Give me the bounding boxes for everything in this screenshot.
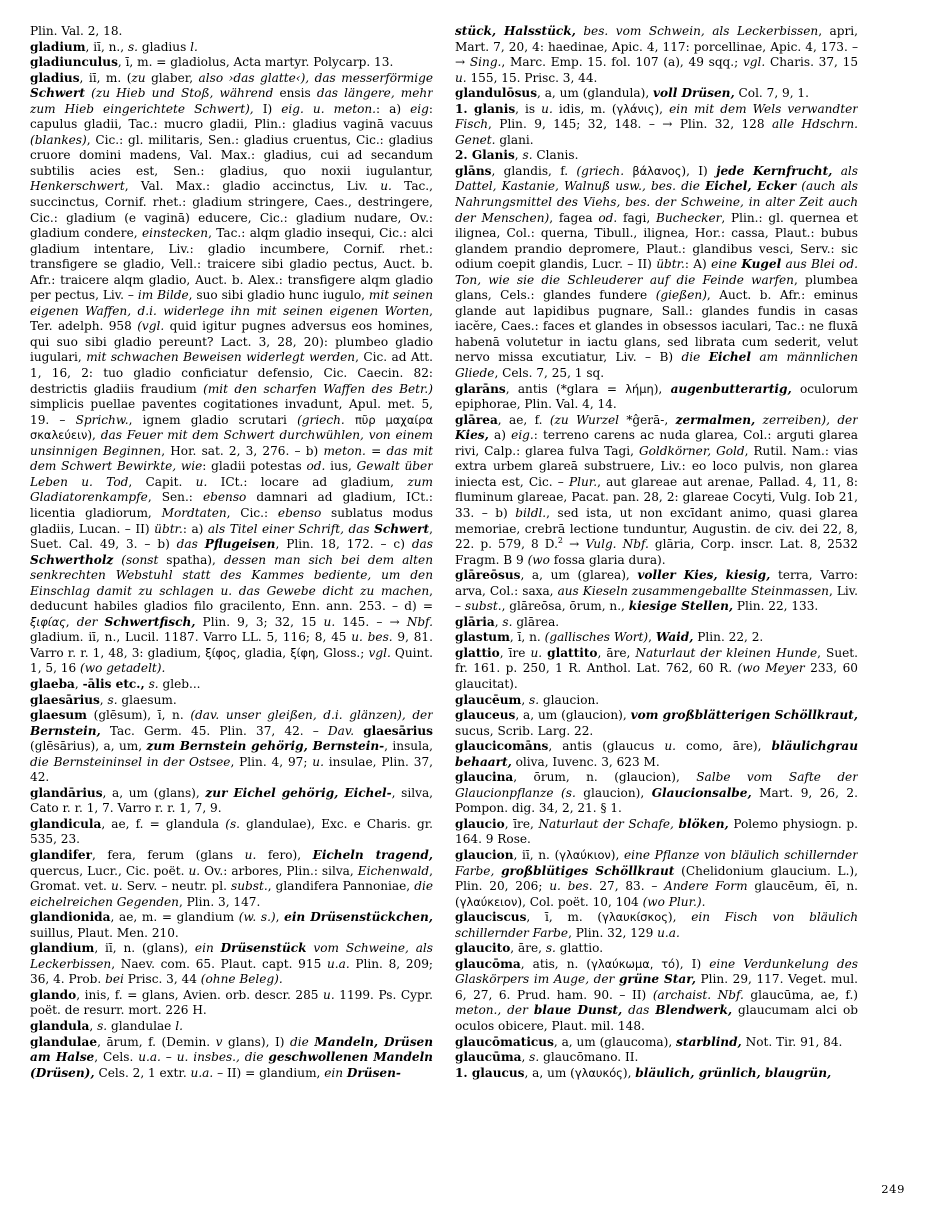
dictionary-entry: glaucōma, atis, n. (γλαύκωμα, τό), I) eine Verdunkelung des Glaskörpers im Auge, der grüne Star, Plin. 29, 117. Veget. mul. 6, 27, 6. Prud. ham. 90. – II) (archaist. Nbf. glaucūma, ae, f.) meton., der blaue Dunst, das Blendwerk, glaucumam alci ob oculos obicere, Plaut. mil. 148. xyxy=(455,956,858,1033)
dictionary-entry: 1. glaucus, a, um (γλαυκός), bläulich, grünlich, blaugrün, xyxy=(455,1065,832,1080)
dictionary-entry: glandium, iī, n. (glans), ein Drüsenstück vom Schweine, als Leckerbissen, Naev. com. 65. Plaut. capt. 915 u.a. Plin. 8, 209; 36, 4. Prob. bei Prisc. 3, 44 (ohne Beleg). xyxy=(30,941,433,987)
dictionary-entry: glandulōsus, a, um (glandula), voll Drüsen, Col. 7, 9, 1. xyxy=(455,86,809,101)
dictionary-entry: gladius, iī, m. (zu glaber, also ›das glatte‹), das messerförmige Schwert (zu Hieb und Stoß, während ensis das längere, mehr zum Hieb eingerichtete Schwert), I) eig. u. meton.: a) eig: capulus gladii, Tac.: mucro gladii, Plin.: gladius vaginā vacuus (blankes), Cic.: gl. militaris, Sen.: gladius cruentus, Cic.: gladius cruore domini madens, Val. Max.: gladius, cui ad secandum subtilis acies est, Sen.: gladius, quo noxii iugulantur, Henkerschwert, Val. Max.: gladio accinctus, Liv. u. Tac., succinctus, Cornif. rhet.: gladium stringere, Caes., destringere, Cic.: gladium (e vaginā) educere, Cic.: gladium nudare, Ov.: gladium condere, einstecken, Tac.: alqm gladio insequi, Cic.: alci gladium intentare, Liv.: gladio incumbere, Cornif. rhet.: transfigere se gladio, Vell.: traicere sibi gladio pectus, Auct. b. Afr.: traicere alqm gladio, Auct. b. Alex.: transfigere alqm gladio per pectus, Liv. – im Bilde, suo sibi gladio hunc iugulo, mit seinen eigenen Waffen, d.i. widerlege ihn mit seinen eigenen Worten, Ter. adelph. 958 (vgl. quid igitur pugnes adversus eos homines, qui suo sibi gladio pereunt? Lact. 3, 28, 20): plumbeo gladio iugulari, mit schwachen Beweisen widerlegt werden, Cic. ad Att. 1, 16, 2: tuo gladio conficiatur defensio, Cic. Caecin. 82: destrictis gladiis fraudium (mit den scharfen Waffen des Betr.) simplicis puellae paventes cogitationes invadunt, Apul. met. 5, 19. – Sprichw., ignem gladio scrutari (griech. πῦρ μαχαίρα σκαλεύειν), das Feuer mit dem Schwert durchwühlen, von einem unsinnigen Beginnen, Hor. sat. 2, 3, 276. – b) meton. = das mit dem Schwert Bewirkte, wie: gladii potestas od. ius, Gewalt über Leben u. Tod, Capit. u. ICt.: locare ad gladium, zum Gladiatorenkampfe, Sen.: ebenso damnari ad gladium, ICt.: licentia gladiorum, Mordtaten, Cic.: ebenso sublatus modus gladiis, Lucan. – II) übtr.: a) als Titel einer Schrift, das Schwert, Suet. Cal. 49, 3. – b) das Pflugeisen, Plin. 18, 172. – c) das Schwertholz (sonst spatha), dessen man sich bei dem alten senkrechten Webstuhl statt des Kammes bediente, um den Einschlag damit zu schlagen u. das Gewebe dicht zu machen, deducunt habiles gladios filo gracilento, Enn. ann. 253. – d) = ξιφίας, der Schwertfisch, Plin. 9, 3; 32, 15 u. 145. – → Nbf. gladium. iī, n., Lucil. 1187. Varro LL. 5, 116; 8, 45 u. bes. 9, 81. Varro r. r. 1, 48, 3: gladium, ξίφος, gladia, ξίφη, Gloss.; vgl. Quint. 1, 5, 16 (wo getadelt). xyxy=(30,70,433,676)
dictionary-entry: glattio, īre u. glattito, āre, Naturlaut der kleinen Hunde, Suet. fr. 161. p. 250, 1 R. Anthol. Lat. 762, 60 R. (wo Meyer 233, 60 glaucitat). xyxy=(455,645,858,691)
entry-continuation: Plin. Val. 2, 18. xyxy=(30,24,123,38)
dictionary-entry: glārea, ae, f. (zu Wurzel *ĝerā-, zermalmen, zerreiben), der Kies, a) eig.: terreno carens ac nuda glarea, Col.: arguti glarea rivi, Calp.: glarea fulva Tagi, Goldkörner, Gold, Rutil. Nam.: vias extra urbem glareā substruere, Liv.: eo loco pulvis, non glarea iniecta est, Cic. – Plur., aut glareae aut arenae, Pallad. 4, 11, 8: fluminum glareae, Pacat. pan. 28, 2: glareae Cocyti, Vulg. Iob 21, 33. – b) bildl., sed ista, ut non excīdant animo, quasi glarea memoriae, crebrā lectione tunduntur, Augustin. de civ. dei 22, 8, 22. p. 579, 8 D.$^2$ → Vulg. Nbf. glāria, Corp. inscr. Lat. 8, 2532 Fragm. B 9 (wo fossa glaria dura). xyxy=(455,412,858,567)
dictionary-entry: glaesum (glēsum), ī, n. (dav. unser gleißen, d.i. glänzen), der Bernstein, Tac. Germ. 45. Plin. 37, 42. – Dav. glaesārius (glēsārius), a, um, zum Bernstein gehörig, Bernstein-, insula, die Bernsteininsel in der Ostsee, Plin. 4, 97; u. insulae, Plin. 37, 42. xyxy=(30,708,433,785)
left-column xyxy=(30,24,433,1081)
dictionary-entry: glastum, ī, n. (gallisches Wort), Waid, Plin. 22, 2. xyxy=(455,630,764,645)
dictionary-entry: glando, inis, f. = glans, Avien. orb. descr. 285 u. 1199. Ps. Cypr. poët. de resurr. mort. 226 H. xyxy=(30,987,433,1018)
page-number: 249 xyxy=(881,1182,905,1196)
dictionary-entry: glandicula, ae, f. = glandula (s. glandulae), Exc. e Charis. gr. 535, 23. xyxy=(30,816,433,847)
dictionary-entry: glaesārius, s. glaesum. xyxy=(30,692,177,707)
dictionary-entry: glāreōsus, a, um (glarea), voller Kies, kiesig, terra, Varro: arva, Col.: saxa, aus Kieseln zusammengeballte Steinmassen, Liv. – subst., glāreōsa, ōrum, n., kiesige Stellen, Plin. 22, 133. xyxy=(455,568,858,614)
dictionary-entry: glāns, glandis, f. (griech. βάλανος), I) jede Kernfrucht, als Dattel, Kastanie, Walnuß usw., bes. die Eichel, Ecker (auch als Nahrungsmittel des Viehs, bes. der Schweine, in alter Zeit auch der Menschen), fagea od. fagi, Buchecker, Plin.: gl. quernea et ilignea, Col.: querna, Tibull., ilignea, Hor.: cassa, Plaut.: bubus glandem prandio depromere, Plaut.: glandibus vesci, Serv.: sic odium coepit glandis, Lucr. – II) übtr.: A) eine Kugel aus Blei od. Ton, wie sie die Schleuderer auf die Feinde warfen, plumbea glans, Cels.: glandes fundere (gießen), Auct. b. Afr.: eminus glande aut lapidibus pugnare, Sall.: glandes fundis in casas iacĕre, Caes.: faces et glandes in obsessos iaculari, Tac.: ne fluxā habenā volutetur in iactu glans, sed librata cum sederit, velut nervo missa excutiatur, Liv. – B) die Eichel am männlichen Gliede, Cels. 7, 25, 1 sq. xyxy=(455,163,858,381)
dictionary-entry: glaucōmaticus, a, um (glaucoma), starblind, Not. Tir. 91, 84. xyxy=(455,1034,843,1049)
dictionary-entry: glarāns, antis (*glara = λήμη), augenbutterartig, oculorum epiphorae, Plin. Val. 4, 14. xyxy=(455,381,858,412)
dictionary-entry: glaucēum, s. glaucion. xyxy=(455,692,600,707)
dictionary-entry: glaucicomāns, antis (glaucus u. como, āre), bläulichgrau behaart, oliva, Iuvenc. 3, 623 M. xyxy=(455,739,858,769)
dictionary-entry: gladium, iī, n., s. gladius l. xyxy=(30,39,198,54)
right-column xyxy=(455,24,858,1081)
entry-continuation: stück, Halsstück, bes. vom Schwein, als Leckerbissen, apri, Mart. 7, 20, 4: haedinae, Apic. 4, 117: porcellinae, Apic. 4, 173. – → Sing., Marc. Emp. 15. fol. 107 (a), 49 sqq.; vgl. Charis. 37, 15 u. 155, 15. Prisc. 3, 44. xyxy=(455,24,858,85)
dictionary-entry: glauceus, a, um (glaucion), vom großblätterigen Schöllkraut, sucus, Scrib. Larg. 22. xyxy=(455,708,858,738)
dictionary-entry: glandulae, ārum, f. (Demin. v glans), I) die Mandeln, Drüsen am Halse, Cels. u.a. – u. insbes., die geschwollenen Mandeln (Drüsen), Cels. 2, 1 extr. u.a. – II) = glandium, ein Drüsen- xyxy=(30,1034,433,1080)
page-columns xyxy=(30,24,905,1190)
dictionary-entry: gladiunculus, ī, m. = gladiolus, Acta martyr. Polycarp. 13. xyxy=(30,55,394,70)
dictionary-entry: glaucito, āre, s. glattio. xyxy=(455,941,604,956)
dictionary-entry: 1. glanis, is u. idis, m. (γλάνις), ein mit dem Wels verwandter Fisch, Plin. 9, 145; 32, 148. – → Plin. 32, 128 alle Hdschrn. Genet. glani. xyxy=(455,101,858,147)
dictionary-entry: glaeba, -ālis etc., s. gleb... xyxy=(30,676,201,691)
dictionary-entry: glaucina, ōrum, n. (glaucion), Salbe vom Safte der Glaucionpflanze (s. glaucion), Glaucionsalbe, Mart. 9, 26, 2. Pompon. dig. 34, 2, 21. § 1. xyxy=(455,770,858,816)
dictionary-entry: glandārius, a, um (glans), zur Eichel gehörig, Eichel-, silva, Cato r. r. 1, 7. Varro r. r. 1, 7, 9. xyxy=(30,785,433,816)
dictionary-entry: glaucūma, s. glaucōmano. II. xyxy=(455,1050,639,1065)
dictionary-entry: glandula, s. glandulae l. xyxy=(30,1019,183,1033)
dictionary-entry: glauciscus, ī, m. (γλαυκίσκος), ein Fisch von bläulich schillernder Farbe, Plin. 32, 129 u.a. xyxy=(455,910,858,940)
dictionary-entry: glāria, s. glārea. xyxy=(455,614,560,629)
dictionary-entry: glaucio, īre, Naturlaut der Schafe, blöken, Polemo physiogn. p. 164. 9 Rose. xyxy=(455,816,858,847)
dictionary-entry: glandionida, ae, m. = glandium (w. s.), ein Drüsenstückchen, suillus, Plaut. Men. 210. xyxy=(30,910,433,940)
dictionary-entry: glaucion, iī, n. (γλαύκιον), eine Pflanze von bläulich schillernder Farbe, großblütiges Schöllkraut (Chelidonium glaucium. L.), Plin. 20, 206; u. bes. 27, 83. – Andere Form glaucēum, ēī, n. (γλαύκειον), Col. poët. 10, 104 (wo Plur.). xyxy=(455,847,858,909)
dictionary-entry: 2. Glanis, s. Clanis. xyxy=(455,148,579,163)
dictionary-entry: glandifer, fera, ferum (glans u. fero), Eicheln tragend, quercus, Lucr., Cic. poët. u. Ov.: arbores, Plin.: silva, Eichenwald, Gromat. vet. u. Serv. – neutr. pl. subst., glandifera Pannoniae, die eichelreichen Gegenden, Plin. 3, 147. xyxy=(30,847,433,909)
